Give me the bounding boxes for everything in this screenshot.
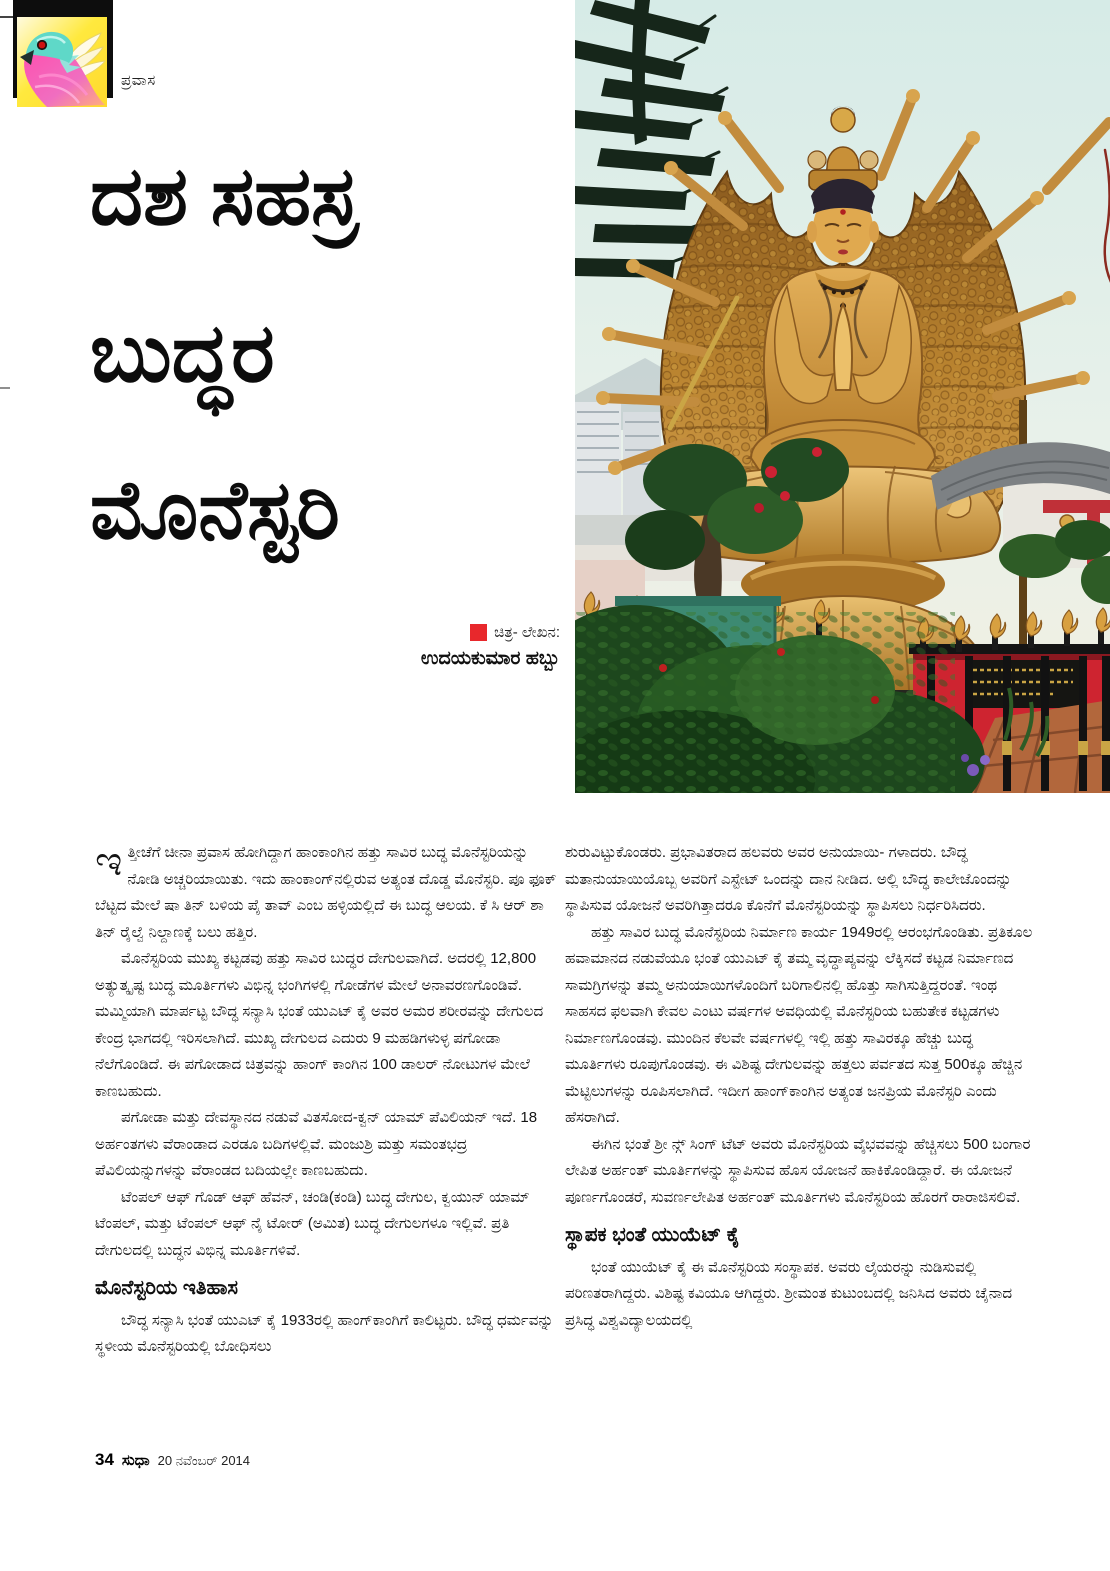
- paragraph: ಟೆಂಪಲ್ ಆಫ್ ಗೊಡ್ ಆಫ್ ಹೆವನ್, ಚಂಡಿ(ಕಂಡಿ) ಬುದ್ಧ ದೇಗುಲ, ಕ್ವಯುನ್ ಯಾಮ್ ಟೆಂಪಲ್, ಮತ್ತು ಟೆಂಪಲ್ ಆಫ್ ನೈ ಟೋರ್ (ಅಮಿತ) ಬುದ್ಧ ದೇಗುಲಗಳೂ ಇಲ್ಲಿವೆ. ಪ್ರತಿ ದೇಗುಲದಲ್ಲಿ ಬುದ್ಧನ ವಿಭಿನ್ನ ಮೂರ್ತಿಗಳಿವೆ.: [95, 1188, 530, 1259]
- bird-logo-icon: [17, 17, 107, 107]
- title-line-3: ಮೊನೆಸ್ಟರಿ: [90, 465, 340, 556]
- paragraph: ಇತ್ತೀಚೆಗೆ ಚೀನಾ ಪ್ರವಾಸ ಹೋಗಿದ್ದಾಗ ಹಾಂಕಾಂಗಿನ ಹತ್ತು ಸಾವಿರ ಬುದ್ಧ ಮೊನೆಸ್ಟರಿಯನ್ನು ನೋಡಿ ಅಚ್ಚರಿಯಾಯಿತು. ಇದು ಹಾಂಕಾಂಗ್‌ನಲ್ಲಿರುವ ಅತ್ಯಂತ ದೊಡ್ಡ ಮೊನೆಸ್ಟರಿ. ಪೂ ಫೂಕ್ ಬೆಟ್ಟದ ಮೇಲೆ ಷಾ ತಿನ್ ಬಳಿಯ ಪೈ ತಾವ್ ಎಂಬ ಹಳ್ಳಿಯಲ್ಲಿದೆ ಈ ಬುದ್ಧ ಆಲಯ. ಕೆ ಸಿ ಆರ್ ಶಾ ತಿನ್ ರೈಲ್ವೆ ನಿಲ್ದಾಣಕ್ಕೆ ಬಲು ಹತ್ತಿರ.: [95, 840, 557, 941]
- statue-photo: [575, 0, 1110, 793]
- paragraph: ಪಗೋಡಾ ಮತ್ತು ದೇವಸ್ಥಾನದ ನಡುವೆ ವಿತಸೋದ-ಕ್ವನ್ ಯಾಮ್ ಪೆವಿಲಿಯನ್ ಇದೆ. 18 ಅರ್ಹಂತಗಳು ವೆರಾಂಡಾದ ಎರಡೂ ಬದಿಗಳಲ್ಲಿವೆ. ಮಂಜುಶ್ರಿ ಮತ್ತು ಸಮಂತಭದ್ರ ಪೆವಿಲಿಯನ್ನುಗಳನ್ನು ವೆರಾಂಡದ ಬದಿಯಲ್ಲೇ ಕಾಣಬಹುದು.: [95, 1109, 538, 1179]
- paragraph: ಬೌದ್ಧ ಸನ್ಯಾಸಿ ಭಂತೆ ಯುಎಟ್ ಕೈ 1933ರಲ್ಲಿ ಹಾಂಗ್‌ಕಾಂಗಿಗೆ ಕಾಲಿಟ್ಟರು. ಬೌದ್ಧ ಧರ್ಮವನ್ನು ಸ್ಥಳೀಯ ಮೊನೆಸ್ಟರಿಯಲ್ಲಿ ಬೋಧಿಸಲು: [95, 1311, 554, 1355]
- article-title: [90, 118, 590, 589]
- paragraph: ಈಗಿನ ಭಂತೆ ಶ್ರೀ ನ್ಗ್ ಸಿಂಗ್ ಟೆಟ್ ಅವರು ಮೊನೆಸ್ಟರಿಯ ವೈಭವವನ್ನು ಹೆಚ್ಚಿಸಲು 500 ಬಂಗಾರ ಲೇಪಿತ ಅರ್ಹಂತ್ ಮೂರ್ತಿಗಳನ್ನು ಸ್ಥಾಪಿಸುವ ಹೊಸ ಯೋಜನೆ ಹಾಕಿಕೊಂಡಿದ್ದಾರೆ. ಈ ಯೋಜನೆ ಪೂರ್ಣಗೊಂಡರೆ, ಸುವರ್ಣಲೇಪಿತ ಅರ್ಹಂತ್ ಮೂರ್ತಿಗಳು ಮೊನೆಸ್ಟರಿಯ ಹೊರಗೆ ರಾರಾಜಿಸಲಿವೆ.: [565, 1135, 1031, 1206]
- crop-mark-left: [0, 387, 10, 389]
- statue-photo-illustration: [575, 0, 1110, 793]
- section-heading-history: ಮೊನೆಸ್ಟರಿಯ ಇತಿಹಾಸ: [95, 1277, 239, 1299]
- paragraph: ಹತ್ತು ಸಾವಿರ ಬುದ್ಧ ಮೊನೆಸ್ಟರಿಯ ನಿರ್ಮಾಣ ಕಾರ್ಯ 1949ರಲ್ಲಿ ಆರಂಭಗೊಂಡಿತು. ಪ್ರತಿಕೂಲ ಹವಾಮಾನದ ನಡುವೆಯೂ ಭಂತೆ ಯುಎಟ್ ಕೈ ತಮ್ಮ ವೃದ್ಧಾಪ್ಯವನ್ನು ಲೆಕ್ಕಿಸದೆ ಕಟ್ಟಡ ನಿರ್ಮಾಣದ ಸಾಮಗ್ರಿಗಳನ್ನು ತಮ್ಮ ಅನುಯಾಯಿಗಳೊಂದಿಗೆ ಬರಿಗಾಲಿನಲ್ಲಿ ಹೊತ್ತು ಸಾಗಿಸುತ್ತಿದ್ದರಂತೆ. ಇಂಥ ಸಾಹಸದ ಫಲವಾಗಿ ಕೇವಲ ಎಂಟು ವರ್ಷಗಳ ಅವಧಿಯಲ್ಲಿ ಮೊನೆಸ್ಟರಿಯ ಬಹುತೇಕ ಕಟ್ಟಡಗಳು ನಿರ್ಮಾಣಗೊಂಡವು. ಮುಂದಿನ ಕೆಲವೇ ವರ್ಷಗಳಲ್ಲಿ ಇಲ್ಲಿ ಹತ್ತು ಸಾವಿರಕ್ಕೂ ಹೆಚ್ಚು ಬುದ್ಧ ಮೂರ್ತಿಗಳು ರೂಪುಗೊಂಡವು. ಈ ವಿಶಿಷ್ಟ ದೇಗುಲವನ್ನು ಹತ್ತಲು ಪರ್ವತದ ಸುತ್ತ 500ಕ್ಕೂ ಹೆಚ್ಚಿನ ಮೆಟ್ಟಿಲುಗಳನ್ನು ರೂಪಿಸಲಾಗಿದೆ. ಇದೀಗ ಹಾಂಗ್‌ಕಾಂಗಿನ ಅತ್ಯಂತ ಜನಪ್ರಿಯ ಮೊನೆಸ್ಟರಿ ಎಂದು ಹೆಸರಾಗಿದೆ.: [565, 923, 1033, 1126]
- section-label: ಪ್ರವಾಸ: [121, 72, 156, 89]
- byline-author: ಉದಯಕುಮಾರ ಹಬ್ಬು: [420, 648, 560, 669]
- article-column-1: [95, 840, 557, 1454]
- section-logo: [17, 17, 107, 107]
- article-column-2: [565, 840, 1035, 1454]
- byline-marker-icon: [470, 624, 487, 641]
- title-line-2: ಬುದ್ಧರ: [90, 308, 275, 399]
- byline-label: ಚಿತ್ರ- ಲೇಖನ:: [494, 624, 560, 641]
- page-number: 34: [95, 1450, 114, 1469]
- byline: [310, 624, 560, 670]
- drop-cap: ಇ: [95, 840, 123, 884]
- paragraph: ಭಂತೆ ಯುಯೆಟ್ ಕೈ ಈ ಮೊನೆಸ್ಟರಿಯ ಸಂಸ್ಥಾಪಕ. ಅವರು ಲೈಯರನ್ನು ನುಡಿಸುವಲ್ಲಿ ಪರಿಣತರಾಗಿದ್ದರು. ವಿಶಿಷ್ಟ ಕವಿಯೂ ಆಗಿದ್ದರು. ಶ್ರೀಮಂತ ಕುಟುಂಬದಲ್ಲಿ ಜನಿಸಿದ ಅವರು ಚೈನಾದ ಪ್ರಸಿದ್ಧ ವಿಶ್ವವಿದ್ಯಾಲಯದಲ್ಲಿ: [565, 1258, 1013, 1329]
- title-line-1: ದಶ ಸಹಸ್ರ: [90, 151, 359, 242]
- paragraph: ಶುರುವಿಟ್ಟುಕೊಂಡರು. ಪ್ರಭಾವಿತರಾದ ಹಲವರು ಅವರ ಅನುಯಾಯಿ- ಗಳಾದರು. ಬೌದ್ಧ ಮತಾನುಯಾಯಿಯೊಬ್ಬ ಅವರಿಗೆ ಎಸ್ಟೇಟ್ ಒಂದನ್ನು ದಾನ ನೀಡಿದ. ಅಲ್ಲಿ ಬೌದ್ಧ ಕಾಲೇಜೊಂದನ್ನು ಸ್ಥಾಪಿಸುವ ಯೋಜನೆ ಅವರಿಗಿತ್ತಾದರೂ ಕೊನೆಗೆ ಮೊನೆಸ್ಟರಿಯನ್ನು ಸ್ಥಾಪಿಸಲು ನಿರ್ಧರಿಸಿದರು.: [565, 844, 1012, 914]
- crop-mark-top: [0, 16, 13, 18]
- magazine-name: ಸುಧಾ: [121, 1452, 150, 1469]
- page-footer: [95, 1450, 250, 1470]
- issue-date: 20 ನವೆಂಬರ್ 2014: [157, 1453, 251, 1468]
- paragraph: ಮೊನೆಸ್ಟರಿಯ ಮುಖ್ಯ ಕಟ್ಟಡವು ಹತ್ತು ಸಾವಿರ ಬುದ್ಧರ ದೇಗುಲವಾಗಿದೆ. ಅದರಲ್ಲಿ 12,800 ಅತ್ಯುತ್ಕೃಷ್ಟ ಬುದ್ಧ ಮೂರ್ತಿಗಳು ವಿಭಿನ್ನ ಭಂಗಿಗಳಲ್ಲಿ ಗೋಡೆಗಳ ಮೇಲೆ ಅನಾವರಣಗೊಂಡಿವೆ. ಮಮ್ಮಿಯಾಗಿ ಮಾರ್ಪಟ್ಟ ಬೌದ್ಧ ಸನ್ಯಾಸಿ ಭಂತೆ ಯುಎಟ್ ಕೈ ಅವರ ಅಮರ ಶರೀರವನ್ನು ದೇಗುಲದ ಕೇಂದ್ರ ಭಾಗದಲ್ಲಿ ಇರಿಸಲಾಗಿದೆ. ಮುಖ್ಯ ದೇಗುಲದ ಎದುರು 9 ಮಹಡಿಗಳುಳ್ಳ ಪಗೋಡಾ ನೆಲೆಗೊಂಡಿದೆ. ಈ ಪಗೋಡಾದ ಚಿತ್ರವನ್ನು ಹಾಂಗ್ ಕಾಂಗಿನ 100 ಡಾಲರ್ ನೋಟುಗಳ ಮೇಲೆ ಕಾಣಬಹುದು.: [95, 950, 544, 1100]
- section-heading-founder: ಸ್ಥಾಪಕ ಭಂತೆ ಯುಯೆಟ್ ಕೈ: [565, 1224, 740, 1246]
